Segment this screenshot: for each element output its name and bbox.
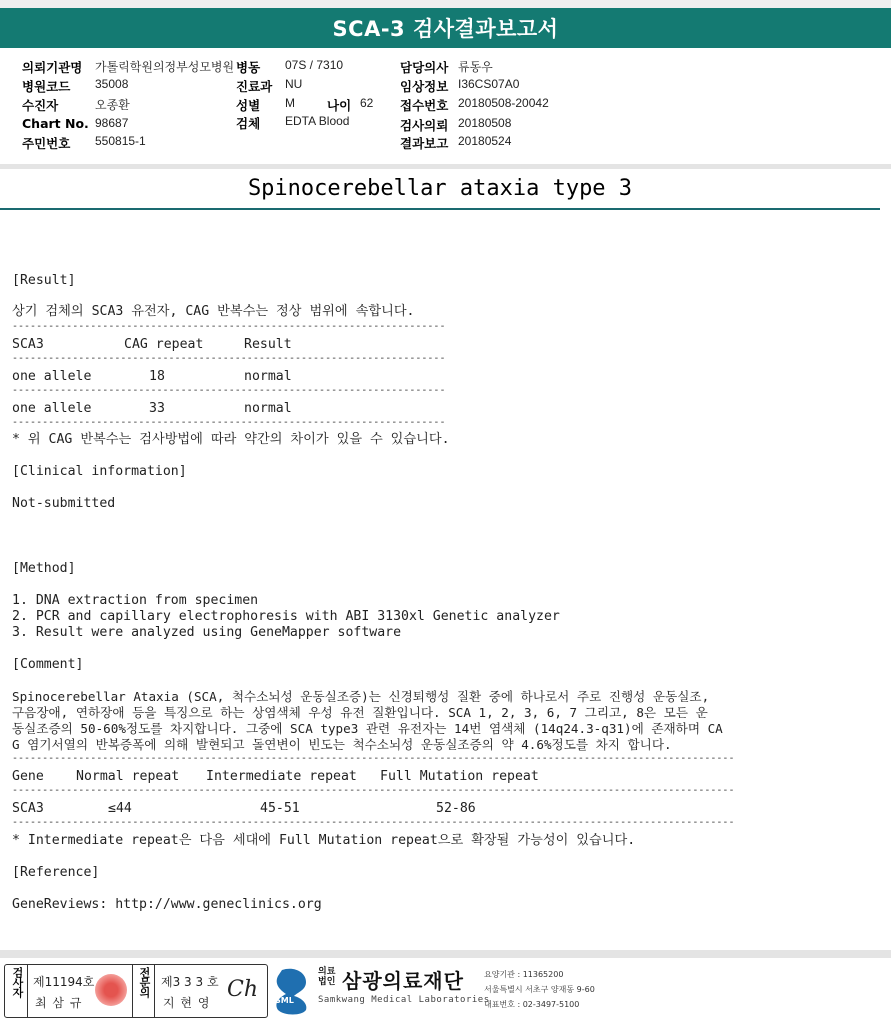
specialist-license: 제3 3 3 호 — [161, 975, 219, 989]
department-label: 진료과 — [236, 79, 273, 94]
hospital-code-value: 35008 — [95, 77, 129, 91]
result-row-2-cag: 33 — [149, 401, 165, 416]
result-summary: 상기 검체의 SCA3 유전자, CAG 반복수는 정상 범위에 속합니다. — [12, 304, 415, 319]
result-row-1-cag: 18 — [149, 369, 165, 384]
logo-abbr: SML — [275, 996, 294, 1005]
clinical-heading: [Clinical information] — [12, 464, 187, 479]
specialist-vertical-label: 전문의 — [138, 967, 151, 997]
clinical-value: Not-submitted — [12, 496, 116, 511]
examiner-license: 제11194호 — [33, 975, 95, 989]
reference-value: GeneReviews: http://www.geneclinics.org — [12, 897, 322, 912]
hospital-code-label: 병원코드 — [22, 79, 71, 94]
title-rule — [0, 208, 880, 210]
table-divider: ------------------------------------------------------------------------------------------------------------------------ — [12, 785, 735, 796]
result-note: * 위 CAG 반복수는 검사방법에 따라 약간의 차이가 있을 수 있습니다. — [12, 432, 450, 447]
comment-line: 동실조증의 50-60%정도를 차지합니다. 그중에 SCA type3 관련 유전자는 14번 염색체 (14q24.3-q31)에 존재하며 CA — [12, 721, 723, 736]
resident-no-value: 550815-1 — [95, 134, 146, 148]
comment-line: Spinocerebellar Ataxia (SCA, 척수소뇌성 운동실조증)는 신경퇴행성 질환 중에 하나로서 주로 진행성 운동실조, — [12, 689, 710, 704]
clinical-info-label: 임상정보 — [400, 79, 449, 94]
repeat-header-intermediate: Intermediate repeat — [206, 769, 357, 784]
method-heading: [Method] — [12, 561, 76, 576]
sml-logo-icon — [272, 964, 314, 1016]
ward-value: 07S / 7310 — [285, 58, 344, 72]
examiner-seal — [95, 974, 127, 1006]
specimen-value: EDTA Blood — [285, 114, 350, 128]
table-divider: ------------------------------------------------------------------------ — [12, 417, 446, 428]
specialist-name: 지 현 영 — [163, 996, 211, 1010]
reference-heading: [Reference] — [12, 865, 100, 880]
info-separator — [0, 164, 891, 169]
org-code: 요양기관 : 11365200 — [484, 970, 564, 979]
comment-heading: [Comment] — [12, 657, 84, 672]
chart-no-label: Chart No. — [22, 116, 89, 131]
comment-line: G 염기서열의 반복증폭에 의해 발현되고 돌연변이 빈도는 척수소뇌성 운동실조증의 약 4.6%정도를 차지 합니다. — [12, 737, 672, 752]
age-value: 62 — [360, 96, 374, 110]
top-frame — [0, 0, 891, 8]
resident-no-label: 주민번호 — [22, 136, 71, 151]
result-heading: [Result] — [12, 273, 76, 288]
report-header-title: SCA-3 검사결과보고서 — [0, 8, 891, 48]
repeat-row-intermediate: 45-51 — [260, 801, 300, 816]
result-row-2-result: normal — [244, 401, 292, 416]
footer-separator — [0, 950, 891, 958]
doctor-value: 류동우 — [458, 60, 493, 74]
table-divider: ------------------------------------------------------------------------------------------------------------------------ — [12, 753, 735, 764]
department-value: NU — [285, 77, 303, 91]
repeat-header-gene: Gene — [12, 769, 44, 784]
ward-label: 병동 — [236, 60, 261, 75]
table-divider: ------------------------------------------------------------------------------------------------------------------------ — [12, 817, 735, 828]
repeat-row-full: 52-86 — [436, 801, 476, 816]
table-divider: ------------------------------------------------------------------------ — [12, 321, 446, 332]
sex-label: 성별 — [236, 98, 261, 113]
institution-label: 의뢰기관명 — [22, 60, 83, 75]
request-date-label: 검사의뢰 — [400, 118, 449, 133]
receipt-value: 20180508-20042 — [458, 96, 549, 110]
table-divider: ------------------------------------------------------------------------ — [12, 385, 446, 396]
chart-no-value: 98687 — [95, 116, 129, 130]
specimen-label: 검체 — [236, 116, 261, 131]
result-row-2-allele: one allele — [12, 401, 92, 416]
sex-value: M — [285, 96, 295, 110]
examiner-vertical-label: 검사자 — [11, 967, 24, 997]
result-table-header-cag: CAG repeat — [124, 337, 204, 352]
report-date-value: 20180524 — [458, 134, 512, 148]
org-phone: 대표번호 : 02-3497-5100 — [484, 1000, 580, 1009]
patient-info-panel — [0, 48, 891, 164]
comment-line: 구음장애, 연하장애 등을 특징으로 하는 상염색체 우성 유전 질환입니다. SCA 1, 2, 3, 6, 7 그리고, 8은 모든 운 — [12, 705, 708, 720]
org-address: 서울특별시 서초구 양재동 9-60 — [484, 985, 595, 994]
result-table-header-result: Result — [244, 337, 292, 352]
table-divider: ------------------------------------------------------------------------ — [12, 353, 446, 364]
method-line: 1. DNA extraction from specimen — [12, 593, 259, 608]
patient-value: 오종환 — [95, 98, 130, 112]
report-date-label: 결과보고 — [400, 136, 449, 151]
receipt-label: 접수번호 — [400, 98, 449, 113]
org-name: 삼광의료재단 — [342, 969, 464, 993]
method-line: 2. PCR and capillary electrophoresis with ABI 3130xl Genetic analyzer — [12, 609, 560, 624]
repeat-row-gene: SCA3 — [12, 801, 44, 816]
repeat-header-normal: Normal repeat — [76, 769, 180, 784]
patient-label: 수진자 — [22, 98, 59, 113]
signature-block — [4, 964, 268, 1018]
org-prefix: 의료법인 — [318, 967, 336, 987]
signature: Ch — [227, 977, 259, 1002]
result-row-1-result: normal — [244, 369, 292, 384]
repeat-note: * Intermediate repeat은 다음 세대에 Full Mutation repeat으로 확장될 가능성이 있습니다. — [12, 833, 636, 848]
method-line: 3. Result were analyzed using GeneMapper software — [12, 625, 402, 640]
age-label: 나이 — [327, 98, 352, 113]
repeat-row-normal: ≤44 — [108, 801, 132, 816]
clinical-info-value: I36CS07A0 — [458, 77, 520, 91]
examiner-name: 최 삼 규 — [35, 996, 83, 1010]
org-english-name: Samkwang Medical Laboratories — [318, 995, 490, 1005]
request-date-value: 20180508 — [458, 116, 512, 130]
result-table-header-gene: SCA3 — [12, 337, 44, 352]
result-row-1-allele: one allele — [12, 369, 92, 384]
institution-value: 가톨릭학원의정부성모병원 — [95, 60, 235, 74]
repeat-header-full: Full Mutation repeat — [380, 769, 539, 784]
doctor-label: 담당의사 — [400, 60, 449, 75]
report-title: Spinocerebellar ataxia type 3 — [247, 176, 633, 201]
